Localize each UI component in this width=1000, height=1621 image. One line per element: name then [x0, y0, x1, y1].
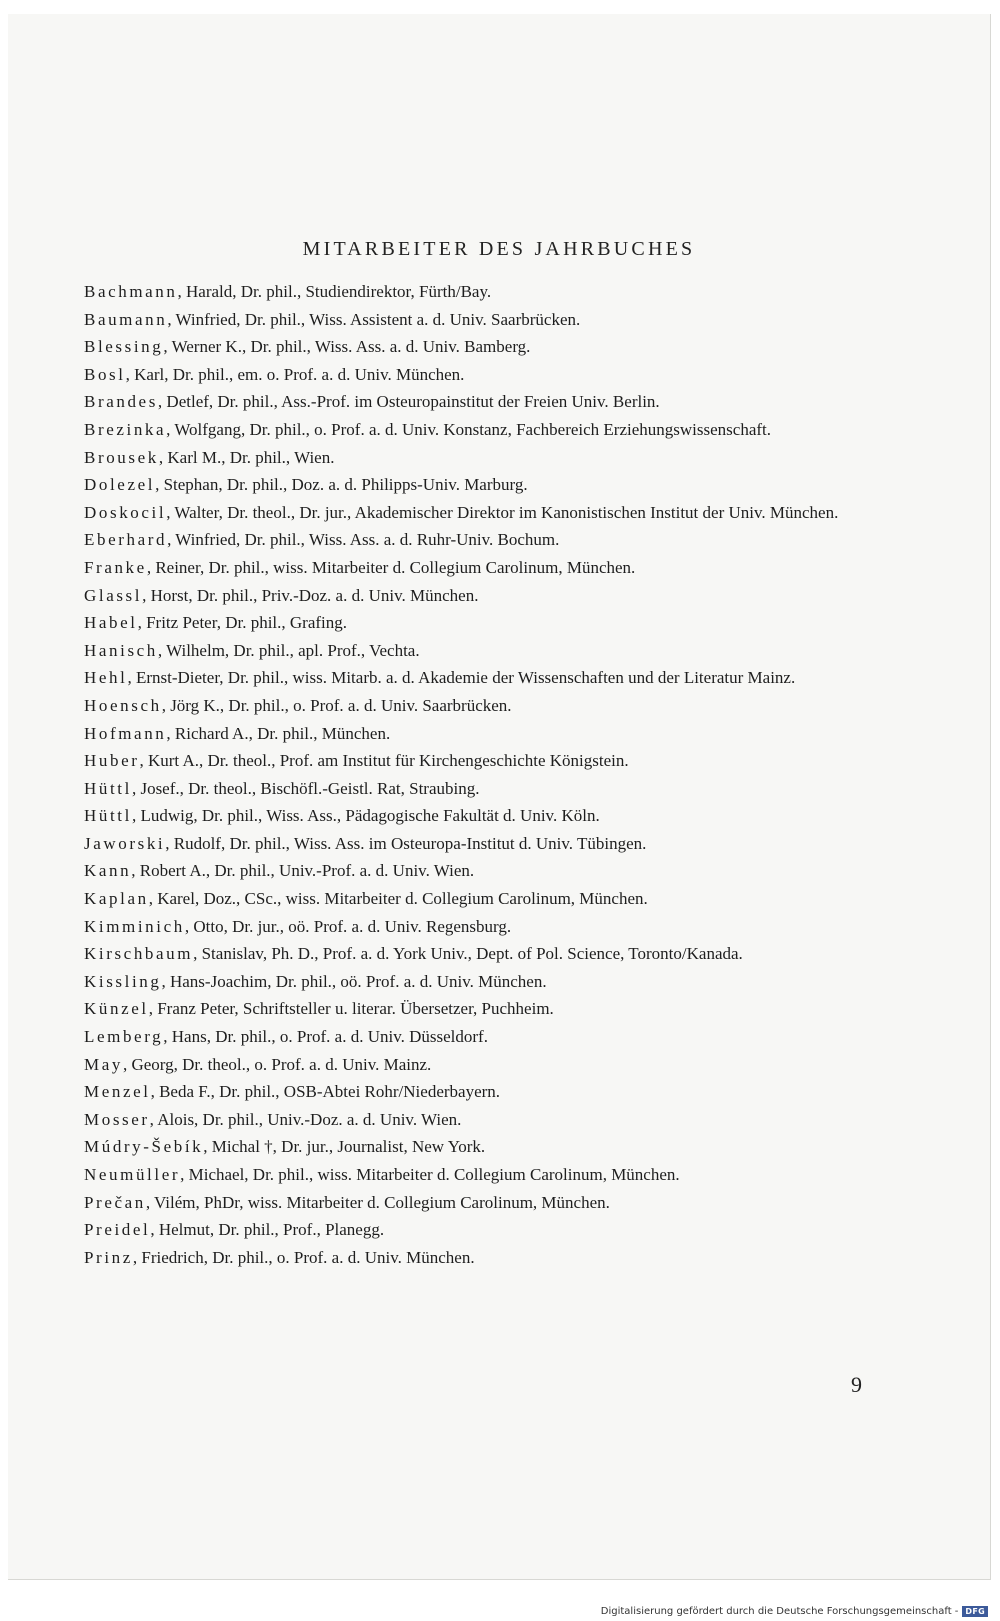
- contributor-surname: Kaplan: [84, 889, 149, 909]
- contributor-entry: [84, 668, 876, 688]
- contributor-surname: Kimminich: [84, 916, 185, 936]
- contributor-entry: [84, 1248, 876, 1268]
- contributor-details: , Karel, Doz., CSc., wiss. Mitarbeiter d. Collegium Carolinum, München.: [148, 889, 648, 909]
- contributor-entry: [84, 392, 876, 412]
- contributor-details: , Stanislav, Ph. D., Prof. a. d. York Univ., Dept. of Pol. Science, Toronto/Kanada.: [193, 944, 743, 964]
- contributor-surname: Lemberg: [84, 1027, 164, 1047]
- contributor-surname: Künzel: [84, 999, 149, 1019]
- contributor-entry: [84, 834, 876, 854]
- contributor-entry: [84, 586, 876, 606]
- contributor-details: , Ernst-Dieter, Dr. phil., wiss. Mitarb. a. d. Akademie der Wissenschaften und der Literatur Mainz.: [127, 668, 796, 688]
- contributor-entry: [84, 696, 876, 716]
- contributor-entry: [84, 1193, 876, 1213]
- contributor-surname: Doskocil: [84, 502, 167, 522]
- contributor-entry: [84, 1055, 876, 1075]
- contributor-surname: Neumüller: [84, 1165, 181, 1184]
- contributor-entry: [84, 420, 876, 440]
- contributor-details: , Jörg K., Dr. phil., o. Prof. a. d. Univ. Saarbrücken.: [161, 695, 512, 715]
- contributor-details: , Harald, Dr. phil., Studiendirektor, Fürth/Bay.: [177, 282, 492, 301]
- contributor-surname: Hüttl: [84, 806, 132, 826]
- contributor-surname: Jaworski: [84, 833, 166, 853]
- contributor-surname: Dolezel: [84, 475, 156, 495]
- footer-text: Digitalisierung gefördert durch die Deutsche Forschungsgemeinschaft -: [600, 1606, 959, 1617]
- contributor-entry: [84, 806, 876, 826]
- contributor-surname: Menzel: [84, 1082, 151, 1102]
- contributor-surname: Prinz: [84, 1247, 133, 1267]
- contributor-details: , Wolfgang, Dr. phil., o. Prof. a. d. Univ. Konstanz, Fachbereich Erziehungswissenschaft.: [166, 419, 772, 439]
- contributor-details: , Hans, Dr. phil., o. Prof. a. d. Univ. Düsseldorf.: [163, 1027, 488, 1047]
- contributor-entry: [84, 1082, 876, 1102]
- contributor-surname: Hüttl: [84, 778, 132, 798]
- contributor-details: , Helmut, Dr. phil., Prof., Planegg.: [150, 1220, 385, 1240]
- contributor-details: , Michael, Dr. phil., wiss. Mitarbeiter d. Collegium Carolinum, München.: [180, 1165, 680, 1184]
- contributor-surname: May: [84, 1054, 123, 1074]
- contributor-entry: [84, 1110, 876, 1130]
- contributor-surname: Hanisch: [84, 640, 158, 660]
- contributor-details: , Stephan, Dr. phil., Doz. a. d. Philipps-Univ. Marburg.: [155, 475, 528, 495]
- contributor-entry: [84, 861, 876, 881]
- contributor-list: [84, 282, 876, 1275]
- contributor-details: , Hans-Joachim, Dr. phil., oö. Prof. a. d. Univ. München.: [161, 971, 547, 991]
- contributor-surname: Blessing: [84, 337, 164, 357]
- contributor-surname: Bosl: [84, 364, 126, 384]
- contributor-surname: Glassl: [84, 585, 143, 605]
- contributor-entry: [84, 751, 876, 771]
- contributor-details: , Fritz Peter, Dr. phil., Grafing.: [137, 613, 348, 633]
- contributor-details: , Richard A., Dr. phil., München.: [166, 723, 391, 743]
- contributor-details: , Beda F., Dr. phil., OSB-Abtei Rohr/Niederbayern.: [150, 1082, 501, 1102]
- contributor-details: , Walter, Dr. theol., Dr. jur., Akademischer Direktor im Kanonistischen Institut der Univ. München.: [166, 502, 839, 522]
- document-page: [8, 14, 991, 1580]
- contributor-details: , Wilhelm, Dr. phil., apl. Prof., Vechta.: [157, 640, 420, 660]
- contributor-details: , Winfried, Dr. phil., Wiss. Ass. a. d. Ruhr-Univ. Bochum.: [167, 530, 560, 550]
- contributor-details: , Kurt A., Dr. theol., Prof. am Institut für Kirchengeschichte Königstein.: [139, 751, 629, 771]
- contributor-details: , Karl, Dr. phil., em. o. Prof. a. d. Univ. München.: [125, 364, 465, 384]
- contributor-surname: Huber: [84, 751, 140, 771]
- digitization-footer: [601, 1606, 988, 1617]
- contributor-entry: [84, 310, 876, 330]
- contributor-surname: Eberhard: [84, 530, 168, 550]
- contributor-details: , Robert A., Dr. phil., Univ.-Prof. a. d. Univ. Wien.: [131, 861, 475, 881]
- contributor-entry: [84, 613, 876, 633]
- contributor-surname: Múdry-Šebík: [84, 1137, 204, 1157]
- contributor-entry: [84, 475, 876, 495]
- contributor-surname: Baumann: [84, 309, 168, 329]
- contributor-surname: Bachmann: [84, 282, 178, 301]
- contributor-entry: [84, 1165, 876, 1185]
- contributor-details: , Alois, Dr. phil., Univ.-Doz. a. d. Univ. Wien.: [149, 1109, 462, 1129]
- contributor-surname: Kissling: [84, 971, 162, 991]
- contributor-surname: Mosser: [84, 1109, 150, 1129]
- contributor-surname: Brezinka: [84, 419, 167, 439]
- contributor-surname: Brandes: [84, 392, 158, 412]
- contributor-entry: [84, 558, 876, 578]
- contributor-details: , Ludwig, Dr. phil., Wiss. Ass., Pädagogische Fakultät d. Univ. Köln.: [131, 806, 600, 826]
- contributor-details: , Josef., Dr. theol., Bischöfl.-Geistl. Rat, Straubing.: [131, 778, 480, 798]
- contributor-details: , Detlef, Dr. phil., Ass.-Prof. im Osteuropainstitut der Freien Univ. Berlin.: [157, 392, 660, 412]
- contributor-details: , Vilém, PhDr, wiss. Mitarbeiter d. Collegium Carolinum, München.: [145, 1192, 610, 1212]
- contributor-surname: Preidel: [84, 1220, 151, 1240]
- contributor-entry: [84, 448, 876, 468]
- contributor-surname: Hoensch: [84, 695, 162, 715]
- dfg-logo: DFG: [962, 1606, 988, 1617]
- contributor-details: , Franz Peter, Schriftsteller u. literar. Übersetzer, Puchheim.: [148, 999, 554, 1019]
- contributor-entry: [84, 972, 876, 992]
- contributor-surname: Kann: [84, 861, 132, 881]
- contributor-surname: Habel: [84, 613, 138, 633]
- contributor-details: , Horst, Dr. phil., Priv.-Doz. a. d. Univ. München.: [142, 585, 479, 605]
- contributor-entry: [84, 999, 876, 1019]
- contributor-details: , Otto, Dr. jur., oö. Prof. a. d. Univ. Regensburg.: [184, 916, 512, 936]
- contributor-details: , Werner K., Dr. phil., Wiss. Ass. a. d. Univ. Bamberg.: [163, 337, 531, 357]
- contributor-entry: [84, 503, 876, 523]
- contributor-details: , Reiner, Dr. phil., wiss. Mitarbeiter d. Collegium Carolinum, München.: [146, 557, 636, 577]
- contributor-surname: Kirschbaum: [84, 944, 194, 964]
- contributor-entry: [84, 530, 876, 550]
- contributor-details: , Rudolf, Dr. phil., Wiss. Ass. im Osteuropa-Institut d. Univ. Tübingen.: [165, 833, 647, 853]
- contributor-entry: [84, 365, 876, 385]
- contributor-entry: [84, 1027, 876, 1047]
- contributor-details: , Winfried, Dr. phil., Wiss. Assistent a. d. Univ. Saarbrücken.: [167, 309, 581, 329]
- contributor-entry: [84, 1137, 876, 1157]
- contributor-entry: [84, 917, 876, 937]
- contributor-details: , Michal †, Dr. jur., Journalist, New York.: [203, 1137, 486, 1157]
- contributor-entry: [84, 337, 876, 357]
- contributor-entry: [84, 282, 876, 302]
- contributor-details: , Friedrich, Dr. phil., o. Prof. a. d. Univ. München.: [132, 1247, 475, 1267]
- contributor-surname: Brousek: [84, 447, 159, 467]
- contributor-surname: Hehl: [84, 668, 128, 688]
- page-title: MITARBEITER DES JAHRBUCHES: [302, 238, 696, 260]
- contributor-surname: Prečan: [84, 1192, 146, 1212]
- contributor-entry: [84, 779, 876, 799]
- contributor-entry: [84, 944, 876, 964]
- page-number: 9: [851, 1372, 862, 1397]
- contributor-surname: Franke: [84, 557, 147, 577]
- contributor-entry: [84, 1220, 876, 1240]
- contributor-details: , Georg, Dr. theol., o. Prof. a. d. Univ. Mainz.: [122, 1054, 432, 1074]
- contributor-surname: Hofmann: [84, 723, 167, 743]
- contributor-entry: [84, 724, 876, 744]
- contributor-details: , Karl M., Dr. phil., Wien.: [158, 447, 335, 467]
- contributor-entry: [84, 641, 876, 661]
- contributor-entry: [84, 889, 876, 909]
